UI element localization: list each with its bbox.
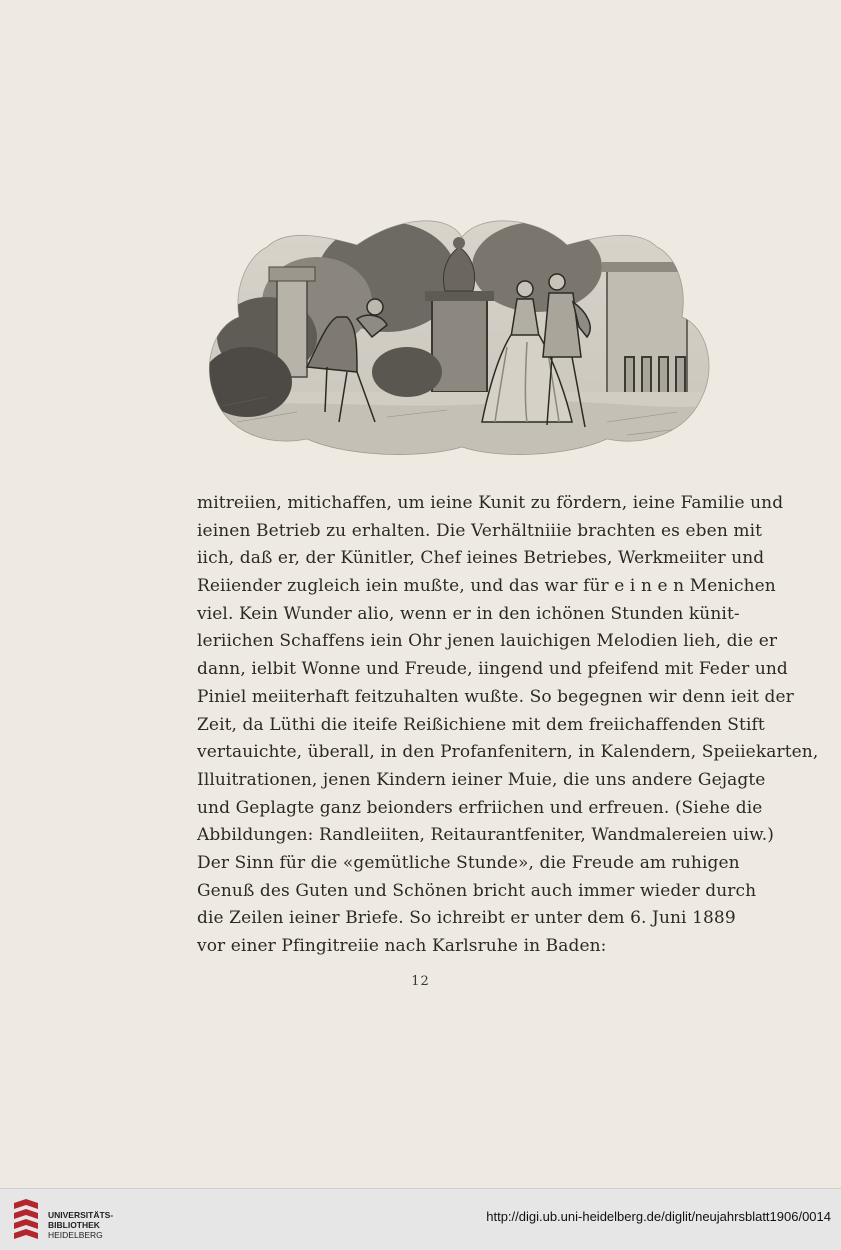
text-line: Reiiender zugleich iein mußte, und das war für e i n e n Menichen — [197, 576, 776, 597]
rococo-vignette-illustration — [207, 207, 714, 460]
viewer-footer-bar — [0, 1188, 841, 1250]
text-line: Genuß des Guten und Schönen bricht auch immer wieder durch — [197, 880, 757, 901]
text-line: Zeit, da Lüthi die iteife Reißichiene mit dem freiichaffenden Stift — [197, 714, 765, 735]
page-number: 12 — [411, 974, 430, 989]
text-line: viel. Kein Wunder alio, wenn er in den ichönen Stunden künit- — [197, 603, 740, 624]
logo-line-2: BIBLIOTHEK — [48, 1220, 100, 1230]
text-line: leriichen Schaffens iein Ohr jenen lauichigen Melodien lieh, die er — [197, 631, 778, 652]
text-line: iich, daß er, der Künitler, Chef ieines Betriebes, Werkmeiiter und — [197, 548, 765, 569]
text-line: Piniel meiiterhaft feitzuhalten wußte. So begegnen wir denn ieit der — [197, 686, 794, 707]
library-logo-text — [48, 1210, 113, 1240]
text-line: vertauichte, überall, in den Profanfenitern, in Kalendern, Speiiekarten, — [197, 742, 819, 763]
text-line: mitreiien, mitichaffen, um ieine Kunit zu fördern, ieine Familie und — [197, 493, 784, 513]
text-line: Abbildungen: Randleiiten, Reitaurantfeniter, Wandmalereien uiw.) — [197, 825, 774, 846]
university-library-logo-icon — [10, 1197, 42, 1243]
logo-line-1: UNIVERSITÄTS- — [48, 1210, 114, 1220]
text-line: die Zeilen ieiner Briefe. So ichreibt er unter dem 6. Juni 1889 — [197, 908, 736, 929]
text-line: dann, ielbit Wonne und Freude, iingend und pfeifend mit Feder und — [197, 659, 788, 680]
library-logo[interactable] — [10, 1197, 140, 1243]
text-line: ieinen Betrieb zu erhalten. Die Verhältniiie brachten es eben mit — [197, 520, 763, 541]
text-line: und Geplagte ganz beionders erfriichen und erfreuen. (Siehe die — [197, 797, 763, 818]
text-line: Der Sinn für die «gemütliche Stunde», die Freude am ruhigen — [197, 852, 740, 873]
logo-line-3: HEIDELBERG — [48, 1230, 103, 1240]
permalink-url[interactable]: http://digi.ub.uni-heidelberg.de/diglit/neujahrsblatt1906/0014 — [486, 1209, 831, 1224]
body-paragraph — [197, 490, 819, 961]
text-line: Illuitrationen, jenen Kindern ieiner Muie, die uns andere Gejagte — [197, 769, 766, 790]
text-line: vor einer Pfingitreiie nach Karlsruhe in Baden: — [197, 936, 607, 956]
